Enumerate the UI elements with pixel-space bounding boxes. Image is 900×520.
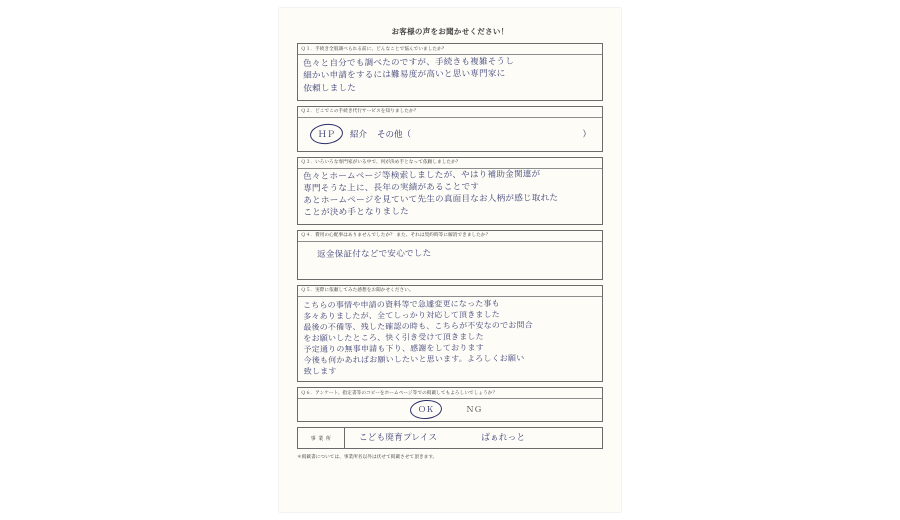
question-heading-q6: Ｑ６．アンケート、指定書等のコピーをホームページ等での掲載してもよろしいでしょうか？	[298, 388, 602, 399]
q2-choice-row	[303, 121, 597, 147]
handwritten-answer-q3: 色々とホームページ等検索しましたが、やはり補助金関連が 専門そうな上に、長年の実績があることです あとホームページを見ていて先生の真面目なお人柄が感じ取れた ことが決め手となりました	[303, 169, 559, 218]
q6-option-row	[298, 399, 602, 421]
question-heading-q3: Ｑ３．いろいろな専門家がいる中で、何が決め手となって依頼しましたか？	[298, 158, 602, 169]
q6-option-ok[interactable]: ＯＫ	[415, 404, 437, 415]
question-block-q2	[297, 106, 603, 152]
question-block-q4	[297, 230, 603, 280]
question-block-q1	[297, 43, 603, 101]
answer-area-q5[interactable]	[298, 297, 602, 381]
q2-option-referral[interactable]: 紹介	[350, 129, 368, 140]
footnote: ＊掲載書については、事業所名以外は伏せて掲載させて頂きます。	[297, 455, 438, 461]
office-signature: ぱぁれっと	[481, 433, 526, 444]
answer-area-q2[interactable]	[298, 118, 602, 151]
question-heading-q4: Ｑ４．費用の心配事はありませんでしたか？ また、それは契約時等に解消できましたか？	[298, 231, 602, 242]
answer-area-q4[interactable]	[298, 242, 602, 279]
question-block-q5	[297, 285, 603, 382]
handwritten-answer-q5: こちらの事情や申請の資料等で急遽変更になった事も 多々ありましたが、全てしっかり対応して頂きました 最後の不備等、残した確認の時も、こちらが不安なのでお問合 をお願いしたところ、快く引き受けて頂きました 予定通りの無事申請も下り、感謝をしております 今後も何かあればお願いしたいと思います。よろしくお願い 致します	[303, 298, 533, 377]
q2-other-close-paren: ）	[582, 129, 591, 140]
q6-option-ng[interactable]: ＮＧ	[466, 405, 482, 415]
question-heading-q1: Ｑ１．手続き全般調べられる前に、どんなことで悩んでいましたか？	[298, 44, 602, 55]
q2-other-rule	[414, 133, 579, 134]
office-label: 事 業 所	[298, 428, 345, 448]
scanned-questionnaire-sheet	[279, 8, 621, 512]
answer-area-q3[interactable]	[298, 169, 602, 223]
office-value-area[interactable]	[345, 428, 602, 448]
answer-area-q1[interactable]	[298, 55, 602, 99]
question-block-q6	[297, 387, 603, 422]
form-title: お客様の声をお聞かせください！	[391, 27, 509, 36]
office-name: こども廃育プレイス	[359, 433, 438, 444]
handwritten-answer-q4: 返金保証付などで安心でした	[317, 248, 432, 260]
sheet-content	[297, 26, 603, 494]
q2-other-label: その他（	[377, 129, 412, 140]
answer-area-q6[interactable]	[298, 399, 602, 421]
question-heading-q2: Ｑ２．どこでこの手続き代行サービスを知りましたか？	[298, 107, 602, 118]
q2-option-hp[interactable]: ＨＰ	[313, 127, 340, 141]
question-heading-q5: Ｑ５．実際に依頼してみた感想をお聞かせください。	[298, 286, 602, 297]
handwritten-answer-q1: 色々と自分でも調べたのですが、手続きも複雑そうし 細かい申請をするには難易度が高いと思い専門家に 依頼しました	[303, 57, 515, 95]
q2-option-other[interactable]	[377, 128, 591, 140]
office-row	[297, 427, 603, 449]
question-block-q3	[297, 157, 603, 225]
